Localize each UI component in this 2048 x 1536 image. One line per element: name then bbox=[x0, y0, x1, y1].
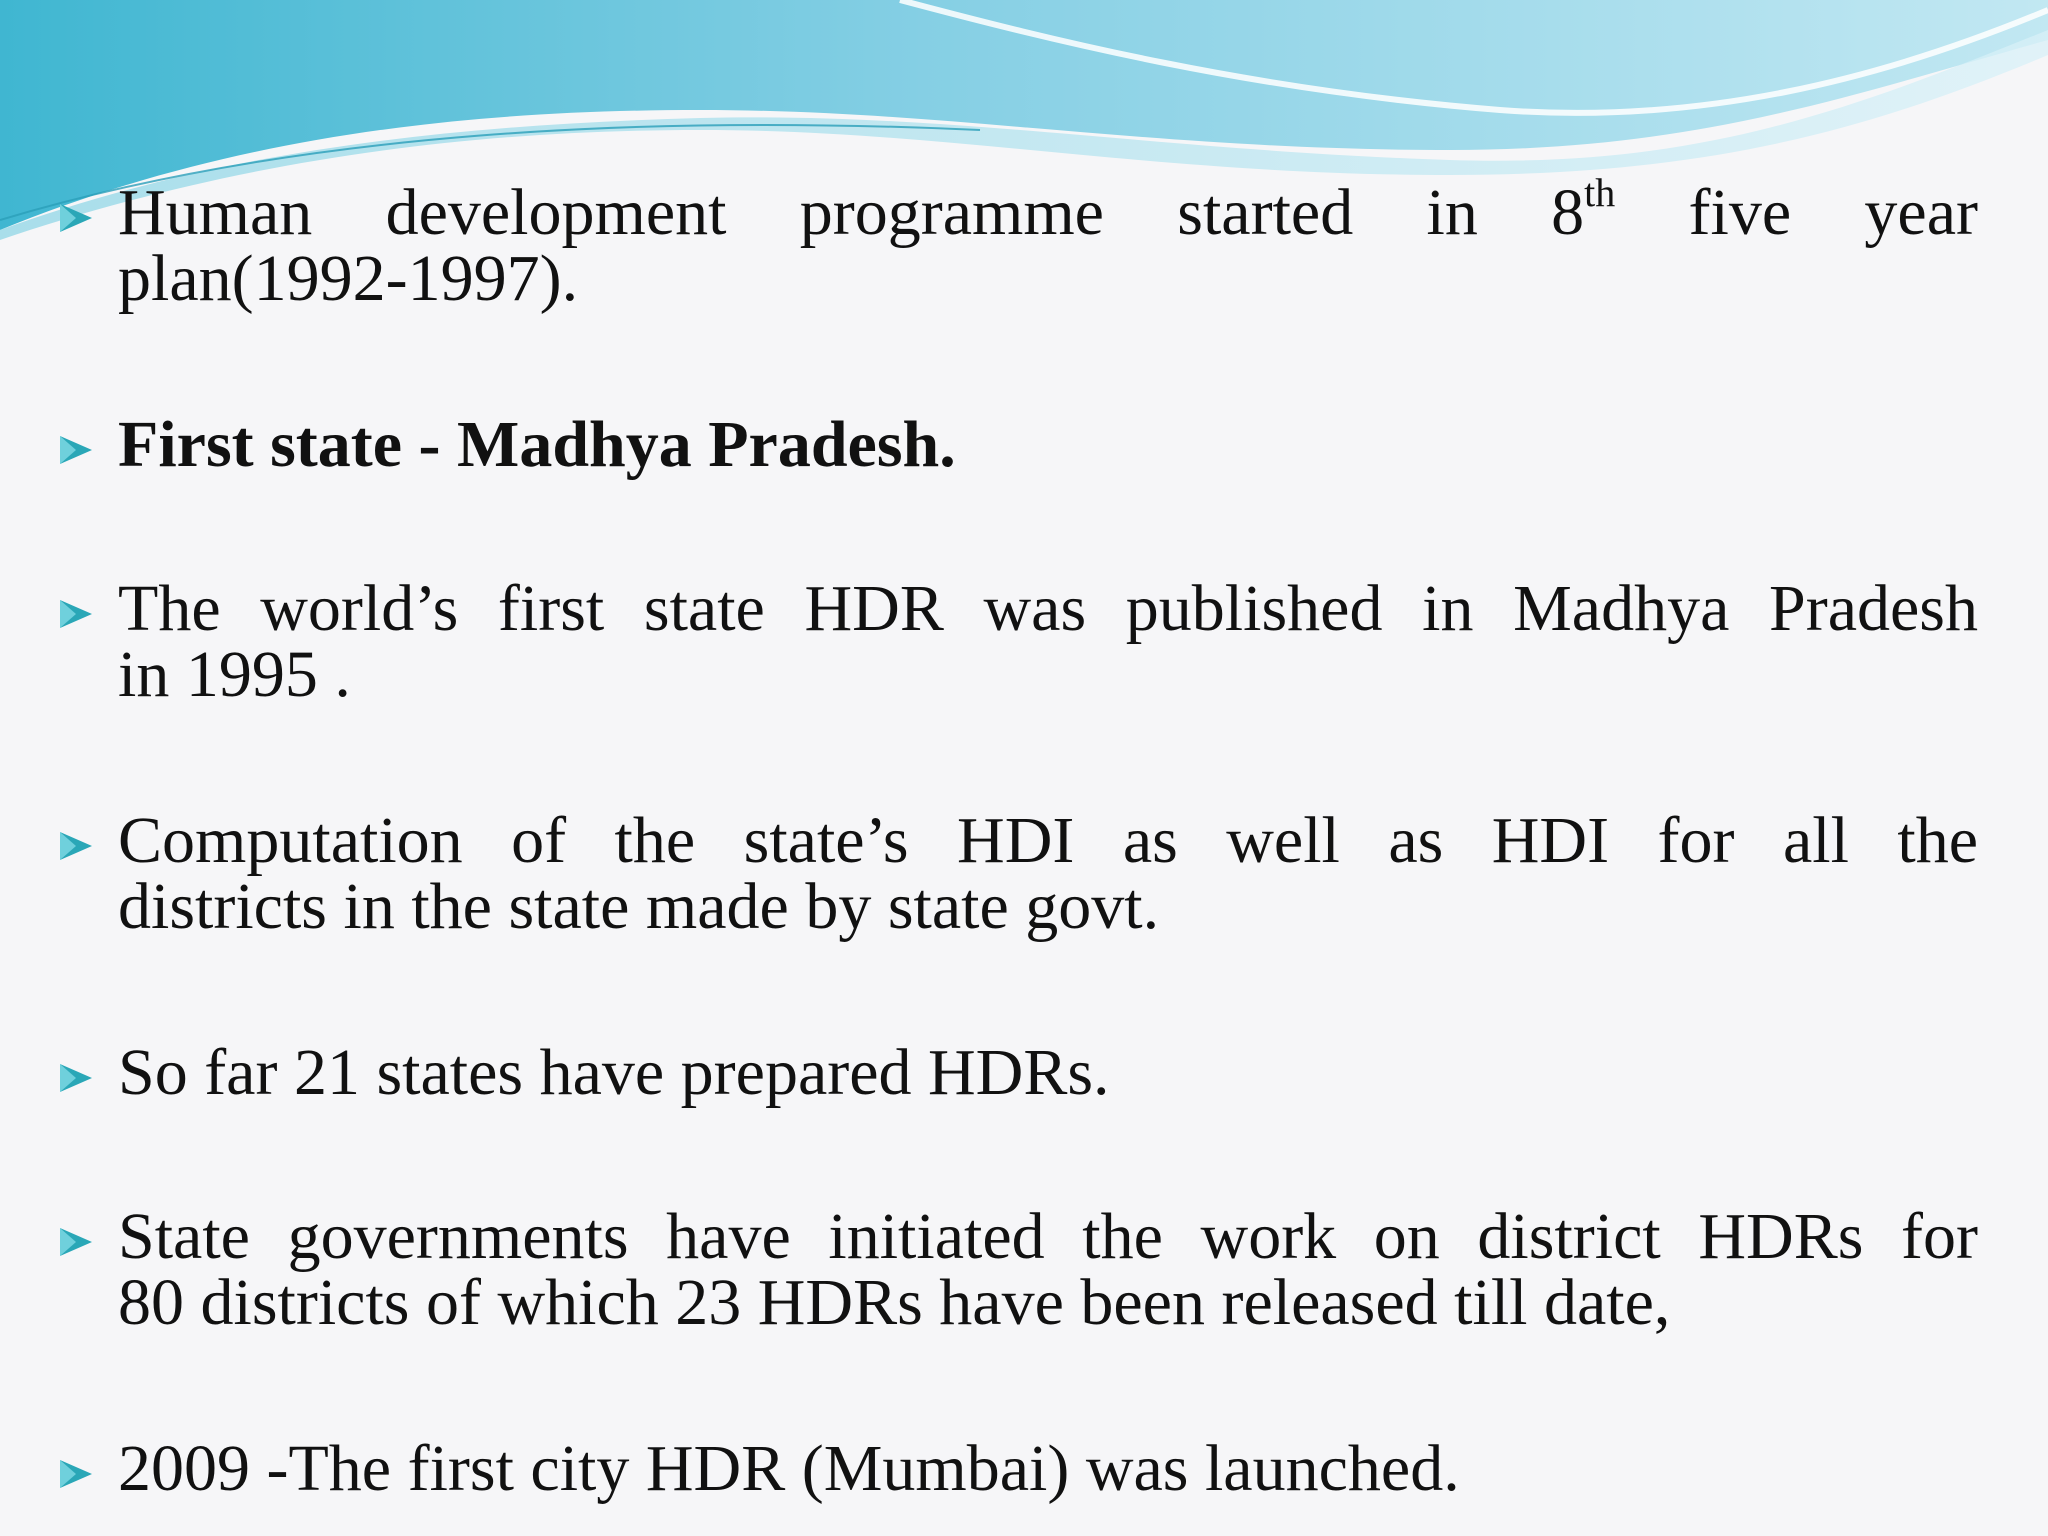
arrow-bullet-icon bbox=[56, 826, 96, 866]
arrow-bullet-icon bbox=[56, 594, 96, 634]
bullet-text: 2009 -The first city HDR (Mumbai) was launched. bbox=[118, 1432, 1460, 1505]
arrow-bullet-icon bbox=[56, 1058, 96, 1098]
arrow-bullet-icon bbox=[56, 198, 96, 238]
bullet-text-part: five year bbox=[1615, 176, 1978, 249]
arrow-bullet-icon bbox=[56, 1222, 96, 1262]
bullet-text-line1: State governments have initiated the work on district HDRs for bbox=[118, 1200, 1978, 1273]
bullet-text: So far 21 states have prepared HDRs. bbox=[118, 1036, 1110, 1109]
bullet-text-part: Human development programme started in 8 bbox=[118, 176, 1585, 249]
bullet-text-line2: 80 districts of which 23 HDRs have been released till date, bbox=[118, 1266, 1671, 1339]
bullet-text-line2: in 1995 . bbox=[118, 638, 351, 711]
arrow-bullet-icon bbox=[56, 430, 96, 470]
bullet-text-line2: districts in the state made by state govt. bbox=[118, 870, 1160, 943]
arrow-bullet-icon bbox=[56, 1454, 96, 1494]
bullet-text: First state - Madhya Pradesh. bbox=[118, 408, 956, 481]
superscript: th bbox=[1584, 170, 1616, 215]
bullet-text-line2: plan(1992-1997). bbox=[118, 242, 579, 315]
bullet-text-line1: The world’s first state HDR was published in Madhya Pradesh bbox=[118, 572, 1978, 645]
bullet-text-line1: Computation of the state’s HDI as well as HDI for all the bbox=[118, 804, 1978, 877]
bullet-text-line1 bbox=[118, 170, 1978, 249]
